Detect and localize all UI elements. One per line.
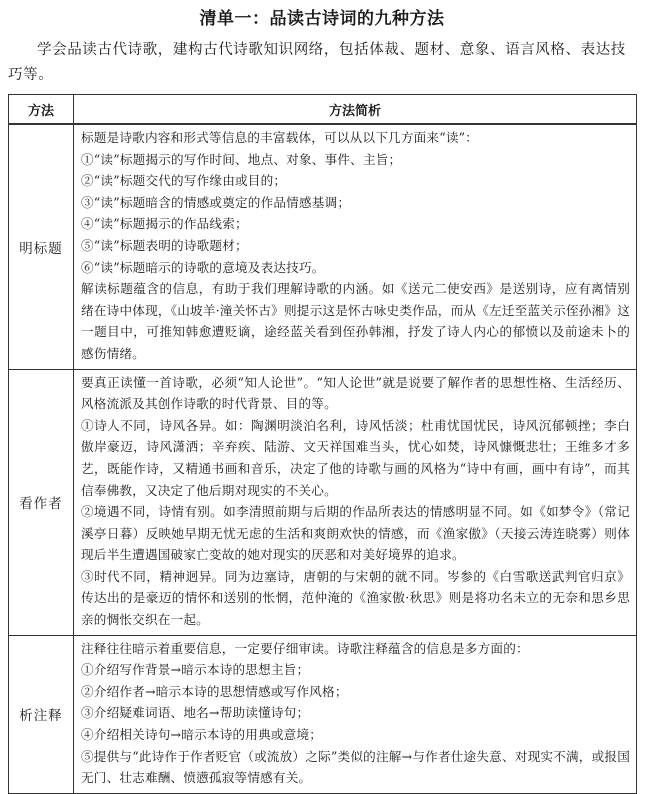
method-description [74,369,637,635]
header-method: 方法 [9,95,74,125]
method-name: 析注释 [9,635,74,793]
desc-line: ①“读”标题揭示的写作时间、地点、对象、事件、主旨； [81,151,402,167]
desc-line: ②介绍作者→暗示本诗的思想情感或写作风格； [81,683,348,699]
desc-line: ⑤提供与“此诗作于作者贬官（或流放）之际”类似的注解→与作者仕途失意、对现实不满，或报国无门、壮志难酬、愤懑孤寂等情感有关。 [81,748,630,786]
table-row-ming-biaoti [9,124,637,369]
method-description [74,635,637,793]
method-description [74,124,637,369]
desc-line: ①介绍写作背景→暗示本诗的思想主旨； [81,662,310,678]
table-row-kan-zuozhe [9,369,637,635]
desc-line: 注释往往暗示着重要信息，一定要仔细审读。诗歌注释蕴含的信息是多方面的： [81,640,529,656]
desc-line: 标题是诗歌内容和形式等信息的丰富载体，可以从以下几方面来“读”： [81,130,479,145]
desc-line: ①诗人不同，诗风各异。如：陶渊明淡泊名利，诗风恬淡；杜甫忧国忧民，诗风沉郁顿挫；李白傲岸豪迈，诗风潇洒；辛弃疾、陆游、文天祥国难当头，忧心如焚，诗风慷慨悲壮；王维多才多艺，既能作诗，又精通书画和音乐，决定了他的诗歌与画的风格为“诗中有画，画中有诗”，而其信奉佛教，又决定了他后期对现实的不关心。 [81,417,630,498]
intro-paragraph: 学会品读古代诗歌，建构古代诗歌知识网络，包括体裁、题材、意象、语言风格、表达技巧等。 [8,42,626,83]
desc-line: ②境遇不同，诗情有别。如李清照前期与后期的作品所表达的情感明显不同。如《如梦令》（常记溪亭日暮）反映她早期无忧无虑的生活和爽朗欢快的情感，而《渔家傲》（天接云涛连晓雾）则体现后半生遭遇国破家亡变故的她对现实的厌恶和对美好境界的追求。 [81,504,630,563]
desc-line: 解读标题蕴含的信息，有助于我们理解诗歌的内涵。如《送元二使安西》是送别诗，应有离情别绪在诗中体现，《山坡羊·潼关怀古》则提示这是怀古咏史类作品，而从《左迁至蓝关示侄孙湘》这一题目中，可推知韩愈遭贬谪，途经蓝关看到侄孙韩湘，抒发了诗人内心的郁愤以及前途未卜的感伤情绪。 [81,281,630,361]
page-title: 清单一：品读古诗词的九种方法 [199,9,445,29]
desc-line: ⑥“读”标题暗示的诗歌的意境及表达技巧。 [81,259,325,275]
method-name: 看作者 [9,369,74,635]
desc-line: ③时代不同，精神迥异。同为边塞诗，唐朝的与宋朝的就不同。岑参的《白雪歌送武判官归京》传达出的是豪迈的情怀和送别的怅惘，范仲淹的《渔家傲·秋思》则是将功名未立的无奈和思乡思亲的惆怅交织在一起。 [81,568,630,628]
method-name: 明标题 [9,124,74,369]
methods-table [8,94,637,794]
desc-line: ②“读”标题交代的写作缘由或目的； [81,173,287,189]
desc-line: ④介绍相关诗句→暗示本诗的用典或意境； [81,727,323,743]
desc-line: ③介绍疑难词语、地名→帮助读懂诗句； [81,705,310,721]
desc-line: ③“读”标题暗含的情感或奠定的作品情感基调； [81,194,351,210]
desc-line: ⑤“读”标题表明的诗歌题材； [81,237,248,253]
table-row-xi-zhushi [9,635,637,793]
desc-line: 要真正读懂一首诗歌，必须“知人论世”。“知人论世”就是说要了解作者的思想性格、生活经历、风格流派及其创作诗歌的时代背景、目的等。 [81,374,630,412]
desc-line: ④“读”标题揭示的作品线索； [81,216,248,232]
table-header-row [9,95,637,125]
header-analysis: 方法简析 [74,95,637,125]
